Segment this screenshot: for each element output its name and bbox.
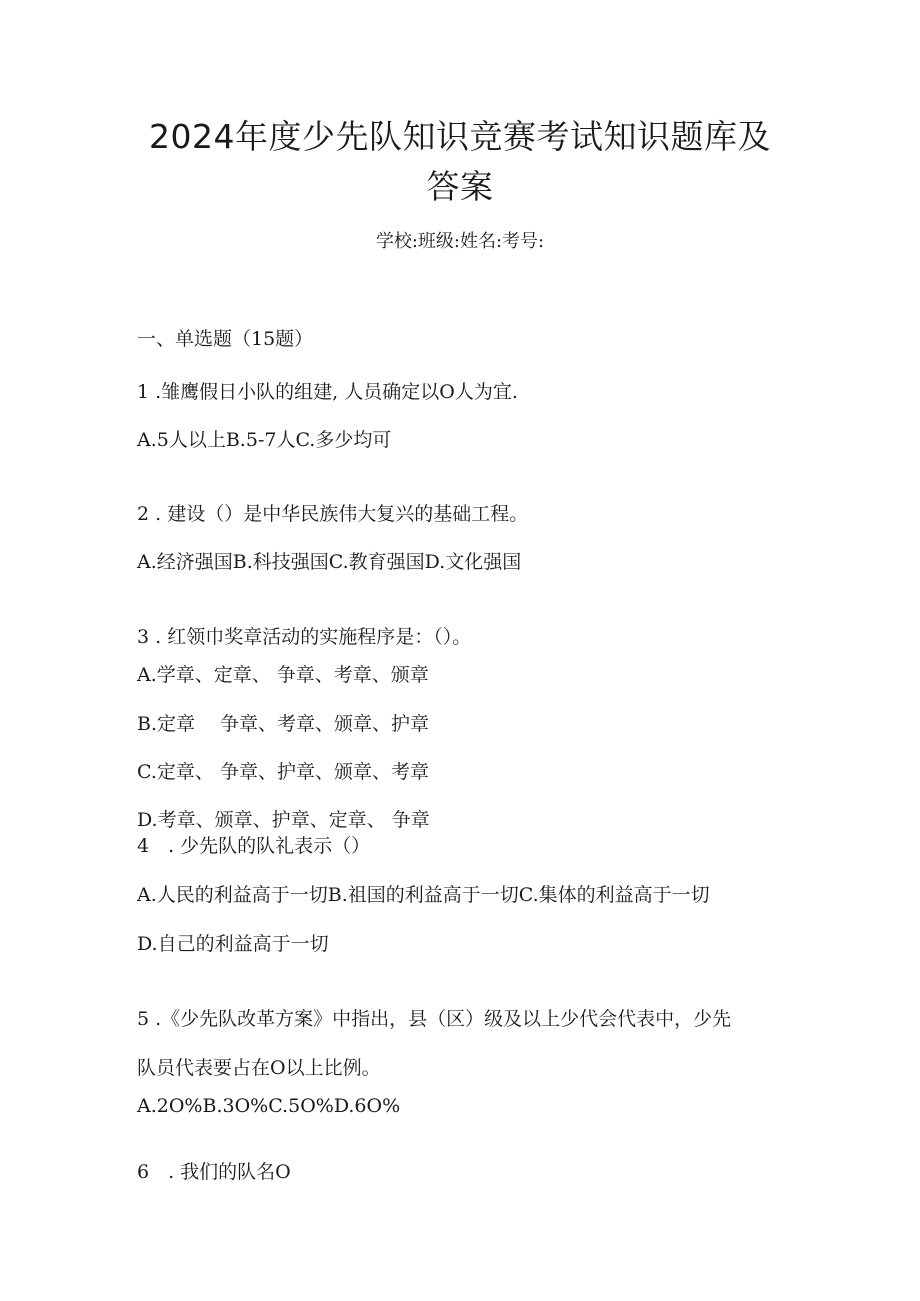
title-line-2: 答案 (426, 167, 494, 206)
question-5-stem-line-1: 5 .《少先队改革方案》中指出，县（区）级及以上少代会代表中，少先 (137, 1008, 732, 1030)
question-6-stem: 6 . 我们的队名O (137, 1161, 291, 1183)
question-3-option-a: A.学章、定章、 争章、考章、颁章 (137, 664, 429, 686)
question-1-stem: 1 .雏鹰假日小队的组建, 人员确定以O人为宜. (137, 381, 518, 403)
question-4-options-line-1: A.人民的利益高于一切B.祖国的利益高于一切C.集体的利益高于一切 (137, 884, 710, 906)
question-1-options: A.5人以上B.5-7人C.多少均可 (137, 429, 392, 451)
question-3-option-b: B.定章 争章、考章、颁章、护章 (137, 713, 430, 735)
question-5-stem-line-2: 队员代表要占在O以上比例。 (137, 1057, 381, 1079)
question-4-options-line-2: D.自己的利益高于一切 (137, 933, 329, 955)
title-line-1: 2024年度少先队知识竞赛考试知识题库及 (149, 117, 771, 156)
section-heading: 一、单选题（15题） (137, 328, 314, 350)
question-4-stem: 4 . 少先队的队礼表示（） (137, 835, 371, 857)
question-2-stem: 2 . 建设（）是中华民族伟大复兴的基础工程。 (137, 503, 529, 525)
document-title (0, 112, 920, 212)
question-5-options: A.2O%B.3O%C.5O%D.6O% (137, 1095, 401, 1117)
question-3-option-c: C.定章、 争章、护章、颁章、考章 (137, 761, 429, 783)
question-2-options: A.经济强国B.科技强国C.教育强国D.文化强国 (137, 551, 522, 573)
question-3-option-d: D.考章、颁章、护章、定章、 争章 (137, 809, 430, 831)
student-info-line: 学校:班级:姓名:考号: (375, 231, 545, 252)
question-3-stem: 3 . 红领巾奖章活动的实施程序是：（）。 (137, 626, 472, 648)
